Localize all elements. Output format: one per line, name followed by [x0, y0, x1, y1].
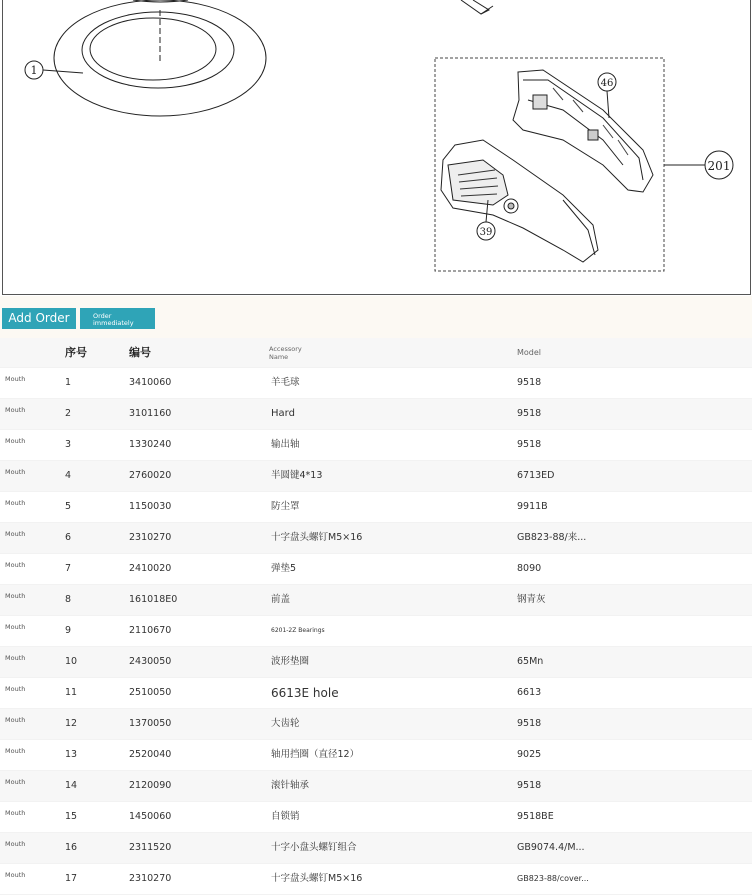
header-seq: 序号	[65, 346, 87, 359]
row-code: 1330240	[129, 439, 172, 450]
callout-201	[664, 151, 733, 179]
row-label: Mouth	[5, 530, 26, 538]
row-name: 防尘罩	[271, 501, 300, 512]
add-order-button[interactable]: Add Order	[2, 308, 76, 329]
svg-text:201: 201	[707, 159, 731, 173]
row-code: 1450060	[129, 811, 172, 822]
row-label: Mouth	[5, 840, 26, 848]
row-seq: 15	[65, 811, 78, 822]
order-action-bar	[0, 296, 752, 338]
row-seq: 10	[65, 656, 78, 667]
front-housing-drawing	[441, 140, 598, 262]
row-code: 161018E0	[129, 594, 178, 605]
table-row[interactable]	[0, 430, 752, 461]
row-model: 9518	[517, 408, 542, 419]
row-seq: 11	[65, 687, 78, 698]
row-model: 9911B	[517, 501, 548, 512]
row-code: 2410020	[129, 563, 172, 574]
row-label: Mouth	[5, 406, 26, 414]
row-name: 滚针轴承	[271, 780, 310, 791]
row-code: 2510050	[129, 687, 172, 698]
table-row[interactable]	[0, 709, 752, 740]
row-model: 9025	[517, 749, 542, 760]
row-seq: 12	[65, 718, 78, 729]
row-name: 6201-2Z Bearings	[271, 627, 325, 634]
table-row[interactable]	[0, 523, 752, 554]
parts-diagram	[2, 0, 751, 295]
row-label: Mouth	[5, 654, 26, 662]
wool-pad-drawing	[54, 0, 266, 116]
row-model: 9518BE	[517, 811, 554, 822]
row-name: 前盖	[271, 594, 291, 605]
row-name: 十字小盘头螺钉组合	[271, 842, 357, 853]
row-model: 钢青灰	[517, 594, 546, 605]
row-name: Hard	[271, 408, 295, 419]
row-model: GB823-88/来...	[517, 532, 587, 543]
row-code: 2310270	[129, 532, 172, 543]
row-model: 8090	[517, 563, 542, 574]
row-label: Mouth	[5, 809, 26, 817]
order-immediately-button[interactable]	[80, 308, 155, 329]
row-seq: 7	[65, 563, 72, 574]
row-name: 弹垫5	[271, 563, 297, 574]
row-code: 1370050	[129, 718, 172, 729]
row-code: 2120090	[129, 780, 172, 791]
table-row[interactable]	[0, 678, 752, 709]
row-model: 9518	[517, 718, 542, 729]
row-name: 十字盘头螺钉M5×16	[271, 532, 363, 543]
row-seq: 16	[65, 842, 78, 853]
row-model: 9518	[517, 780, 542, 791]
row-label: Mouth	[5, 375, 26, 383]
row-seq: 9	[65, 625, 72, 636]
svg-text:39: 39	[479, 227, 493, 238]
row-name: 波形垫圈	[271, 656, 310, 667]
row-seq: 8	[65, 594, 72, 605]
row-code: 2311520	[129, 842, 172, 853]
row-name: 轴用挡圈（直径12）	[271, 749, 360, 760]
parts-table	[0, 338, 752, 895]
row-label: Mouth	[5, 685, 26, 693]
header-code: 编号	[129, 346, 151, 359]
table-row[interactable]	[0, 864, 752, 895]
order-immediately-label: Order immediately	[93, 312, 134, 327]
row-label: Mouth	[5, 561, 26, 569]
table-row[interactable]	[0, 492, 752, 523]
row-code: 1150030	[129, 501, 172, 512]
exploded-view-drawing	[3, 0, 751, 295]
row-label: Mouth	[5, 747, 26, 755]
row-code: 2520040	[129, 749, 172, 760]
row-name: 自锁销	[271, 811, 300, 822]
table-row[interactable]	[0, 585, 752, 616]
rod-drawing	[461, 0, 493, 14]
row-seq: 2	[65, 408, 72, 419]
row-label: Mouth	[5, 623, 26, 631]
table-row[interactable]	[0, 802, 752, 833]
table-row[interactable]	[0, 554, 752, 585]
rear-housing-drawing	[513, 70, 653, 192]
row-name: 十字盘头螺钉M5×16	[271, 873, 363, 884]
svg-text:1: 1	[30, 64, 38, 77]
row-label: Mouth	[5, 468, 26, 476]
table-row[interactable]	[0, 368, 752, 399]
header-name: Accessory Name	[269, 345, 302, 361]
row-seq: 17	[65, 873, 78, 884]
row-seq: 14	[65, 780, 78, 791]
table-row[interactable]	[0, 740, 752, 771]
row-name: 羊毛球	[271, 377, 300, 388]
row-model: 9518	[517, 439, 542, 450]
row-name: 输出轴	[271, 439, 300, 450]
row-model: 9518	[517, 377, 542, 388]
row-seq: 13	[65, 749, 78, 760]
row-name: 半圆键4*13	[271, 470, 323, 481]
row-label: Mouth	[5, 437, 26, 445]
row-code: 2760020	[129, 470, 172, 481]
row-seq: 4	[65, 470, 72, 481]
row-name: 大齿轮	[271, 718, 300, 729]
row-code: 3101160	[129, 408, 172, 419]
row-seq: 5	[65, 501, 72, 512]
row-seq: 3	[65, 439, 72, 450]
table-row[interactable]	[0, 616, 752, 647]
row-label: Mouth	[5, 499, 26, 507]
table-header-row	[0, 338, 752, 368]
table-row[interactable]	[0, 461, 752, 492]
svg-text:46: 46	[600, 78, 614, 89]
row-name: 6613E hole	[271, 686, 339, 700]
row-code: 3410060	[129, 377, 172, 388]
row-model: 6613	[517, 687, 542, 698]
table-row[interactable]	[0, 833, 752, 864]
row-model: GB823-88/cover...	[517, 874, 589, 883]
row-model: 6713ED	[517, 470, 555, 481]
row-seq: 6	[65, 532, 72, 543]
row-label: Mouth	[5, 716, 26, 724]
table-row[interactable]	[0, 771, 752, 802]
row-label: Mouth	[5, 592, 26, 600]
row-label: Mouth	[5, 871, 26, 879]
row-model: 65Mn	[517, 656, 544, 667]
row-code: 2110670	[129, 625, 172, 636]
row-code: 2310270	[129, 873, 172, 884]
table-row[interactable]	[0, 399, 752, 430]
header-model: Model	[517, 348, 542, 357]
table-row[interactable]	[0, 647, 752, 678]
row-seq: 1	[65, 377, 72, 388]
row-model: GB9074.4/M...	[517, 842, 585, 853]
row-code: 2430050	[129, 656, 172, 667]
row-label: Mouth	[5, 778, 26, 786]
